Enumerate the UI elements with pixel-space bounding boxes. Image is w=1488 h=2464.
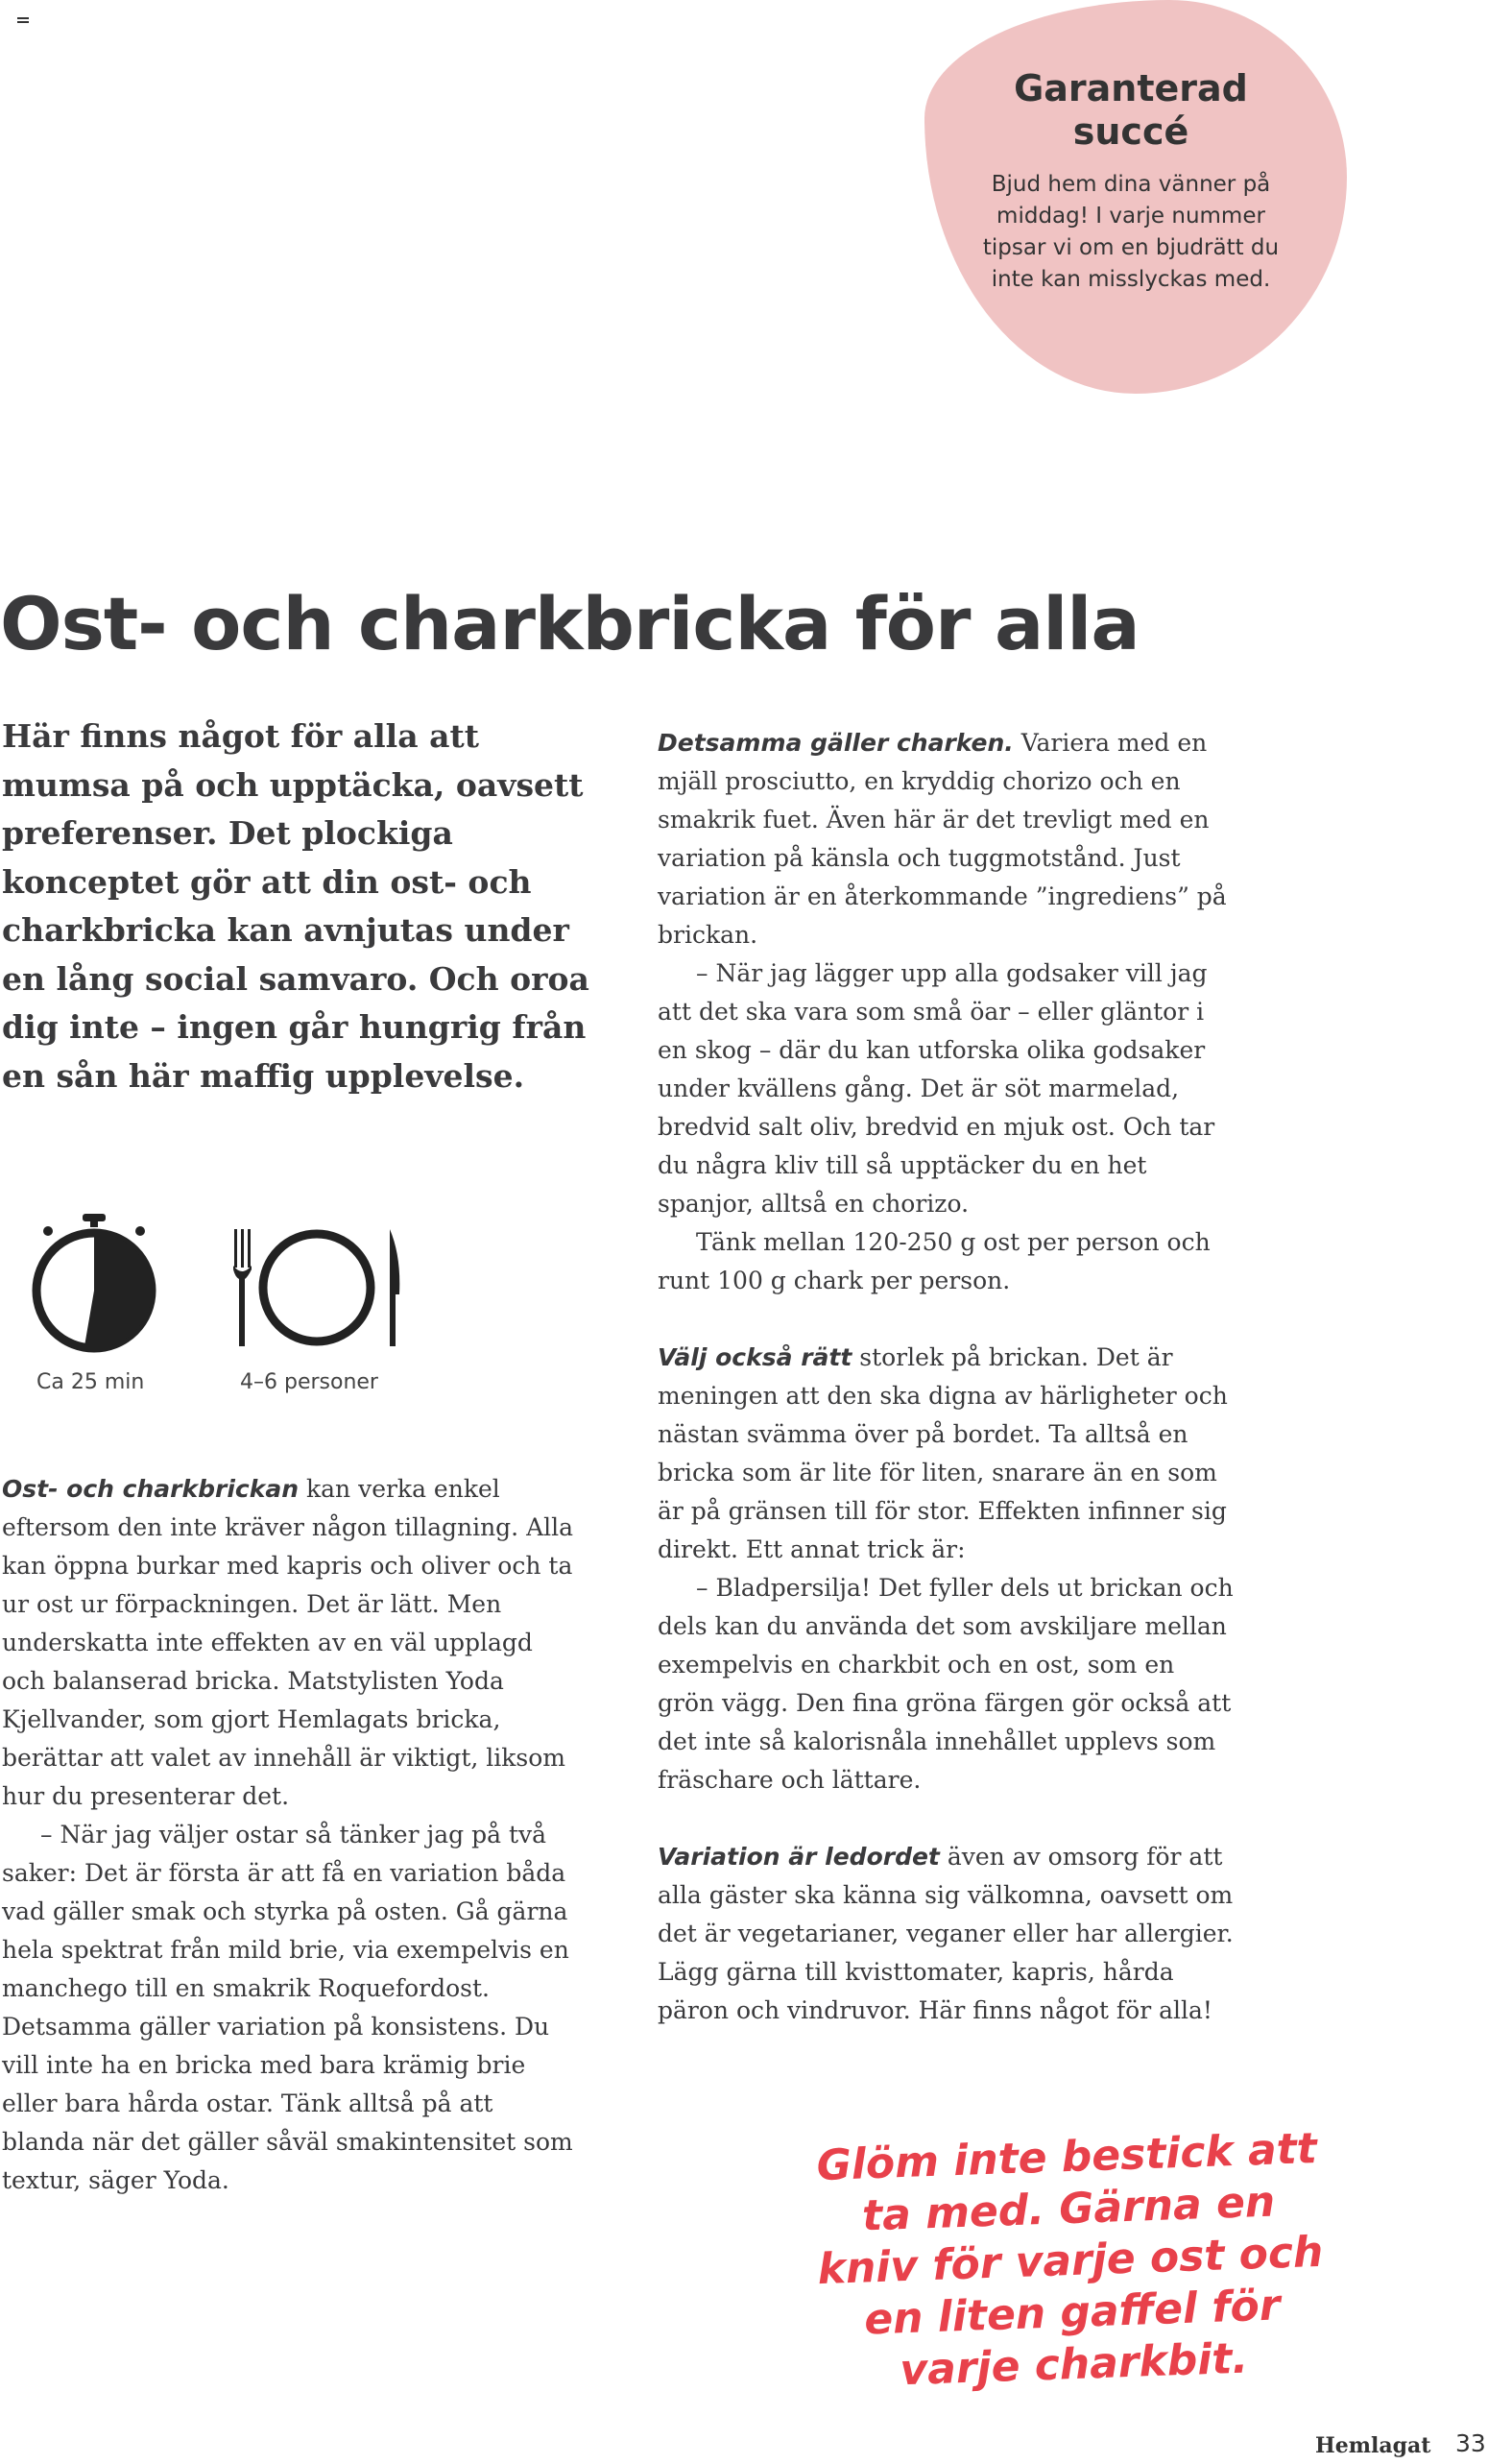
section-1-lead: Detsamma gäller charken. <box>658 729 1014 757</box>
right-paragraph-3: Tänk mellan 120-250 g ost per person och runt 100 g chark per person. <box>658 1228 1211 1294</box>
right-paragraph-6 <box>658 1838 1234 2030</box>
left-lead: Ost- och charkbrickan <box>2 1475 300 1503</box>
right-paragraph-5: – Bladpersilja! Det fyller dels ut brickan och dels kan du använda det som avskiljare mellan exempelvis en charkbit och en ost, som en grön vägg. Den fina gröna färgen gör också att det inte så kalorisnåla innehållet upplevs som fräschare och lättare. <box>658 1574 1234 1794</box>
right-paragraph-1 <box>658 724 1234 954</box>
section-2-body: storlek på brickan. Det är meningen att den ska digna av härligheter och nästan svämma över på bordet. Ta alltså en bricka som är lite för liten, snarare än en som är på gränsen till för stor. Effekten infinner sig direkt. Ett annat trick är: <box>658 1343 1228 1563</box>
intro-text: Här finns något för alla att mumsa på och upptäcka, oavsett preferenser. Det plockiga konceptet gör att din ost- och charkbricka kan avnjutas under en lång social samvaro. Och oroa dig inte – ingen går hungrig från en sån här maffig upplevelse. <box>2 717 589 1095</box>
timer-icon <box>27 1212 161 1356</box>
section-3-lead: Variation är ledordet <box>658 1843 940 1871</box>
footer-brand: Hemlagat <box>1315 2433 1431 2458</box>
section-1-body: Variera med en mjäll prosciutto, en kryddig chorizo och en smakrik fuet. Även här är det trevligt med en variation på känsla och tuggmotstånd. Just variation är en återkommande ”ingrediens” på brickan. <box>658 729 1227 949</box>
left-body-1: kan verka enkel eftersom den inte kräver någon tillagning. Alla kan öppna burkar med kapris och oliver och ta ur ost ur förpackningen. Det är lätt. Men underskatta inte effekten av en väl upplagd och balanserad bricka. Matstylisten Yoda Kjellvander, som gjort Hemlagats bricka, berättar att valet av innehåll är viktigt, liksom hur du presenterar det. <box>2 1475 574 1810</box>
left-column <box>2 1470 578 2200</box>
menu-icon[interactable] <box>17 17 29 23</box>
right-paragraph-4 <box>658 1339 1234 1569</box>
plate-cutlery-icon <box>230 1227 403 1348</box>
section-3-body: även av omsorg för att alla gäster ska känna sig välkomna, oavsett om det är vegetarianer, veganer eller har allergier. Lägg gärna till kvisttomater, kapris, hårda päron och vindruvor. Här finns något för alla! <box>658 1843 1234 2024</box>
right-paragraph-2: – När jag lägger upp alla godsaker vill jag att det ska vara som små öar – eller gläntor i en skog – där du kan utforska olika godsaker under kvällens gång. Det är söt marmelad, bredvid salt oliv, bredvid en mjuk ost. Och tar du några kliv till så upptäcker du en het spanjor, alltså en chorizo. <box>658 959 1215 1218</box>
badge-text: Bjud hem dina vänner på middag! I varje nummer tipsar vi om en bjudrätt du inte kan misslyckas med. <box>982 172 1280 292</box>
right-column <box>658 724 1234 2030</box>
left-paragraph-2: – När jag väljer ostar så tänker jag på två saker: Det är första är att få en variation båda vad gäller smak och styrka på osten. Gå gärna hela spektrat från mild brie, via exempelvis en manchego till en smakrik Roquefordost. Detsamma gäller variation på konsistens. Du vill inte ha en bricka med bara krämig brie eller bara hårda ostar. Tänk alltså på att blanda när det gäller såväl smakintensitet som textur, säger Yoda. <box>2 1821 573 2194</box>
handwritten-tip: Glöm inte bestick att ta med. Gärna en kniv för varje ost och en liten gaffel för varje charkbit. <box>815 2123 1325 2396</box>
page-number: 33 <box>1455 2429 1486 2457</box>
badge-title: Garanterad succé <box>1014 67 1248 153</box>
servings-label: 4–6 personer <box>240 1370 378 1394</box>
section-2-lead: Välj också rätt <box>658 1343 852 1371</box>
page-title: Ost- och charkbricka för alla <box>0 581 1140 666</box>
left-paragraph-1 <box>2 1470 578 1816</box>
time-label: Ca 25 min <box>36 1370 145 1394</box>
